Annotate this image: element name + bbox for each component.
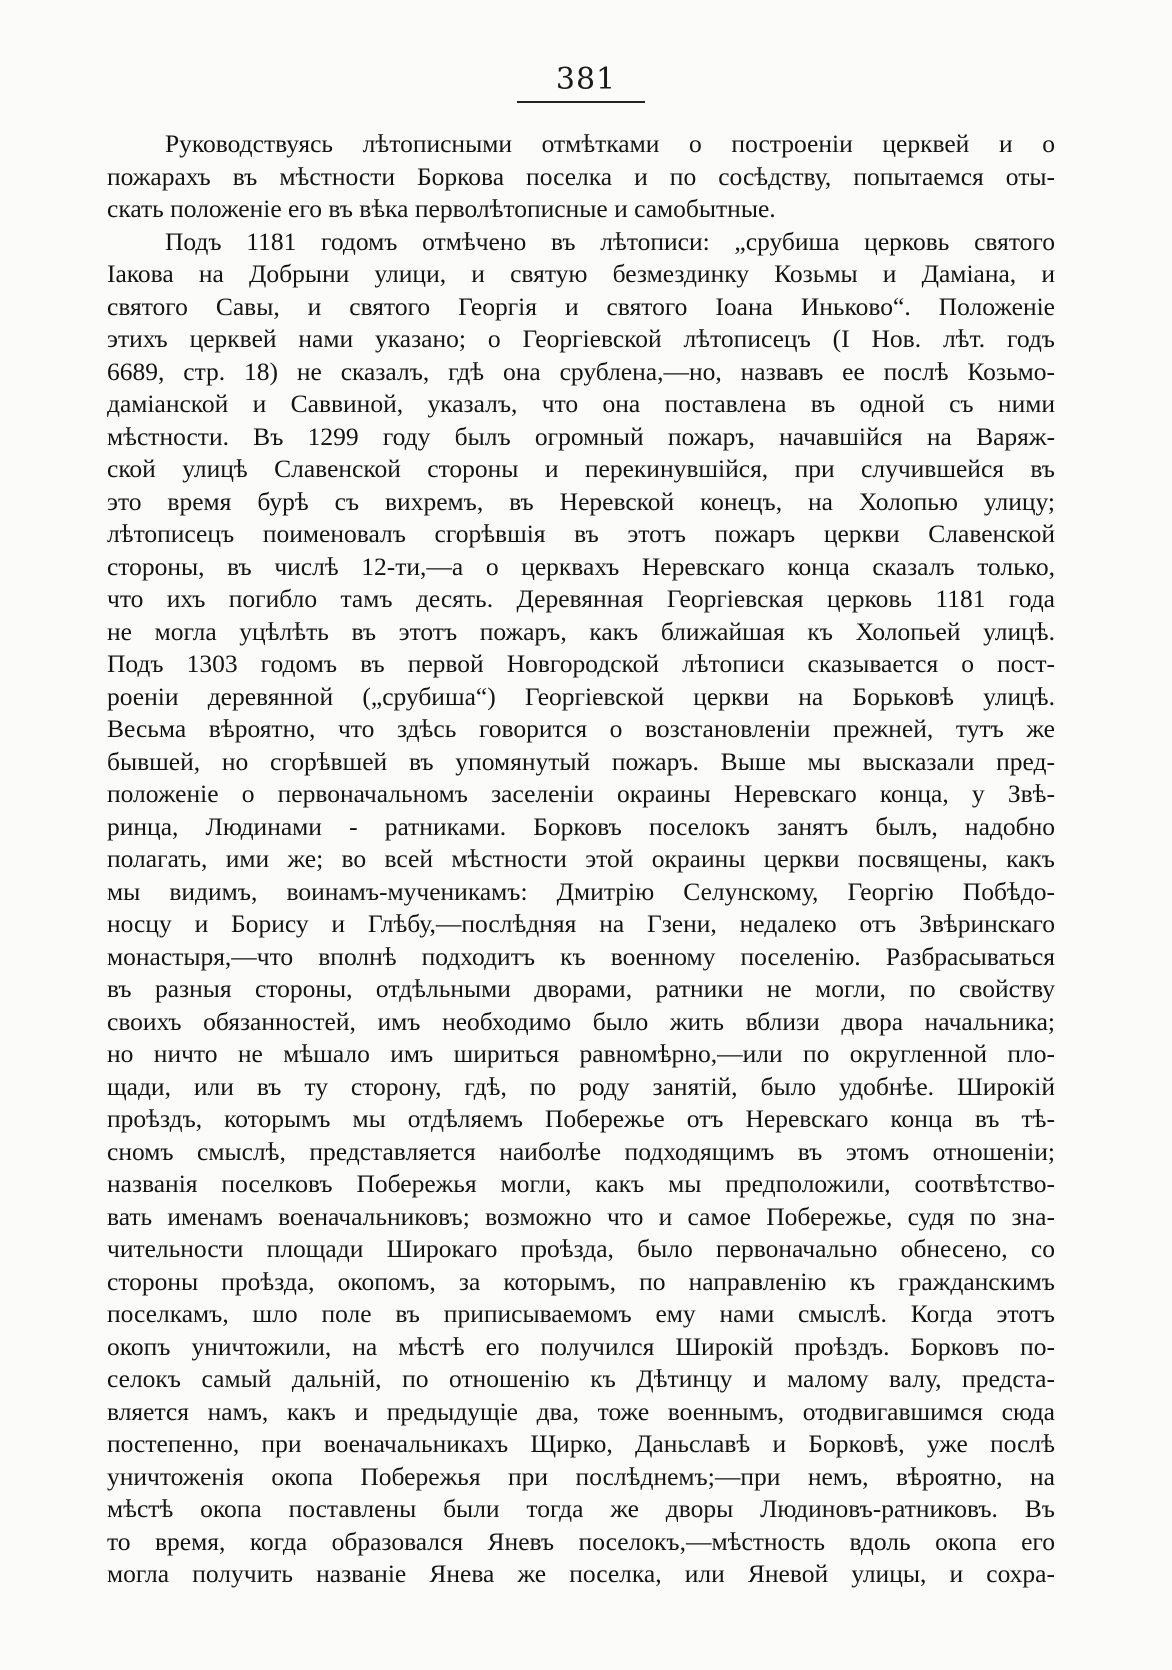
text-line: полагать, ими же; во всей мѣстности этой окраины церкви посвящены, какъ <box>107 844 1055 873</box>
text-line: роеніи деревянной („срубиша“) Георгіевской церкви на Борьковѣ улицѣ. <box>107 681 1055 711</box>
text-line: уничтоженія окопа Побережья при послѣднемъ;—при немъ, вѣроятно, на <box>107 1461 1055 1491</box>
text-line: постепенно, при военачальникахъ Щирко, Даньславѣ и Борковѣ, уже послѣ <box>107 1429 1055 1458</box>
text-line: стороны проѣзда, окопомъ, за которымъ, по направленію къ гражданскимъ <box>107 1266 1055 1296</box>
text-line: не могла уцѣлѣть въ этотъ пожаръ, какъ ближайшая къ Холопьей улицѣ. <box>107 616 1055 646</box>
text-line: это время бурѣ съ вихремъ, въ Неревской конецъ, на Холопью улицу; <box>107 486 1055 516</box>
text-line: поселкамъ, шло поле въ приписываемомъ ему нами смыслѣ. Когда этотъ <box>107 1299 1055 1328</box>
text-line: монастыря,—что вполнѣ подходитъ къ военному поселенію. Разбрасываться <box>107 941 1055 971</box>
text-line: 6689, стр. 18) не сказалъ, гдѣ она срублена,—но, назвавъ ее послѣ Козьмо- <box>107 356 1055 386</box>
text-line: даміанской и Саввиной, указалъ, что она поставлена въ одной съ ними <box>107 389 1055 418</box>
page-number-rule <box>517 101 645 103</box>
text-line: окопъ уничтожили, на мѣстѣ его получился Широкій проѣздъ. Борковъ по- <box>107 1331 1055 1361</box>
body-text <box>107 128 1055 1591</box>
text-line: носцу и Борису и Глѣбу,—послѣдняя на Гзени, недалеко отъ Звѣринскаго <box>107 909 1055 938</box>
text-line: стороны, въ числѣ 12-ти,—а о церквахъ Неревскаго конца сказалъ только, <box>107 551 1055 581</box>
text-line: ринца, Людинами - ратниками. Борковъ поселокъ занятъ былъ, надобно <box>107 811 1055 841</box>
text-line: но ничто не мѣшало имъ шириться равномѣрно,—или по округленной пло- <box>107 1039 1055 1068</box>
text-line: Подъ 1303 годомъ въ первой Новгородской лѣтописи сказывается о пост- <box>107 649 1055 678</box>
text-line: мы видимъ, воинамъ-мученикамъ: Дмитрію Селунскому, Георгію Побѣдо- <box>107 876 1055 906</box>
text-line: сномъ смыслѣ, представляется наиболѣе подходящимъ въ этомъ отношеніи; <box>107 1136 1055 1166</box>
text-line: щади, или въ ту сторону, гдѣ, по роду занятій, было удобнѣе. Широкій <box>107 1071 1055 1101</box>
text-line: Подъ 1181 годомъ отмѣчено въ лѣтописи: „срубиша церковь святого <box>165 226 1055 256</box>
text-line: проѣздъ, которымъ мы отдѣляемъ Побережье отъ Неревскаго конца въ тѣ- <box>107 1104 1055 1133</box>
text-line: этихъ церквей нами указано; о Георгіевской лѣтописецъ (I Нов. лѣт. годъ <box>107 324 1055 353</box>
text-line: въ разныя стороны, отдѣльными дворами, ратники не могли, по свойству <box>107 974 1055 1003</box>
text-line: что ихъ погибло тамъ десять. Деревянная Георгіевская церковь 1181 года <box>107 584 1055 613</box>
text-line: пожарахъ въ мѣстности Боркова поселка и по сосѣдству, попытаемся оты- <box>107 161 1055 191</box>
text-line: Іакова на Добрыни улици, и святую безмездинку Козьмы и Даміана, и <box>107 259 1055 288</box>
text-line: селокъ самый дальній, по отношенію къ Дѣтинцу и малому валу, предста- <box>107 1364 1055 1393</box>
text-line: названія поселковъ Побережья могли, какъ мы предположили, соотвѣтство- <box>107 1169 1055 1198</box>
text-line: Весьма вѣроятно, что здѣсь говорится о возстановленіи прежней, тутъ же <box>107 714 1055 743</box>
text-line: лѣтописецъ поименовалъ сгорѣвшія въ этотъ пожаръ церкви Славенской <box>107 519 1055 548</box>
text-line: могла получить названіе Янева же поселка, или Яневой улицы, и сохра- <box>107 1559 1055 1588</box>
text-line: положеніе о первоначальномъ заселеніи окраины Неревскаго конца, у Звѣ- <box>107 779 1055 808</box>
text-line: вляется намъ, какъ и предыдущіе два, тоже военнымъ, отодвигавшимся сюда <box>107 1396 1055 1426</box>
text-line: то время, когда образовался Яневъ поселокъ,—мѣстность вдоль окопа его <box>107 1526 1055 1556</box>
text-line: своихъ обязанностей, имъ необходимо было жить вблизи двора начальника; <box>107 1006 1055 1036</box>
page-number: 381 <box>555 62 617 97</box>
text-line: мѣстности. Въ 1299 году былъ огромный пожаръ, начавшійся на Варяж- <box>107 421 1055 451</box>
text-line: Руководствуясь лѣтописными отмѣтками о построеніи церквей и о <box>165 129 1055 158</box>
text-line: чительности площади Широкаго проѣзда, было первоначально обнесено, со <box>107 1234 1055 1263</box>
text-line: вать именамъ военачальниковъ; возможно что и самое Побережье, судя по зна- <box>107 1201 1055 1231</box>
text-line: ской улицѣ Славенской стороны и перекинувшійся, при случившейся въ <box>107 454 1055 483</box>
text-line: мѣстѣ окопа поставлены были тогда же дворы Людиновъ-ратниковъ. Въ <box>107 1494 1055 1523</box>
text-line: святого Савы, и святого Георгія и святого Іоана Иньково“. Положеніе <box>107 291 1055 321</box>
text-line: скать положеніе его въ вѣка перволѣтописные и самобытные. <box>107 194 776 223</box>
text-line: бывшей, но сгорѣвшей въ упомянутый пожаръ. Выше мы высказали пред- <box>107 746 1055 776</box>
